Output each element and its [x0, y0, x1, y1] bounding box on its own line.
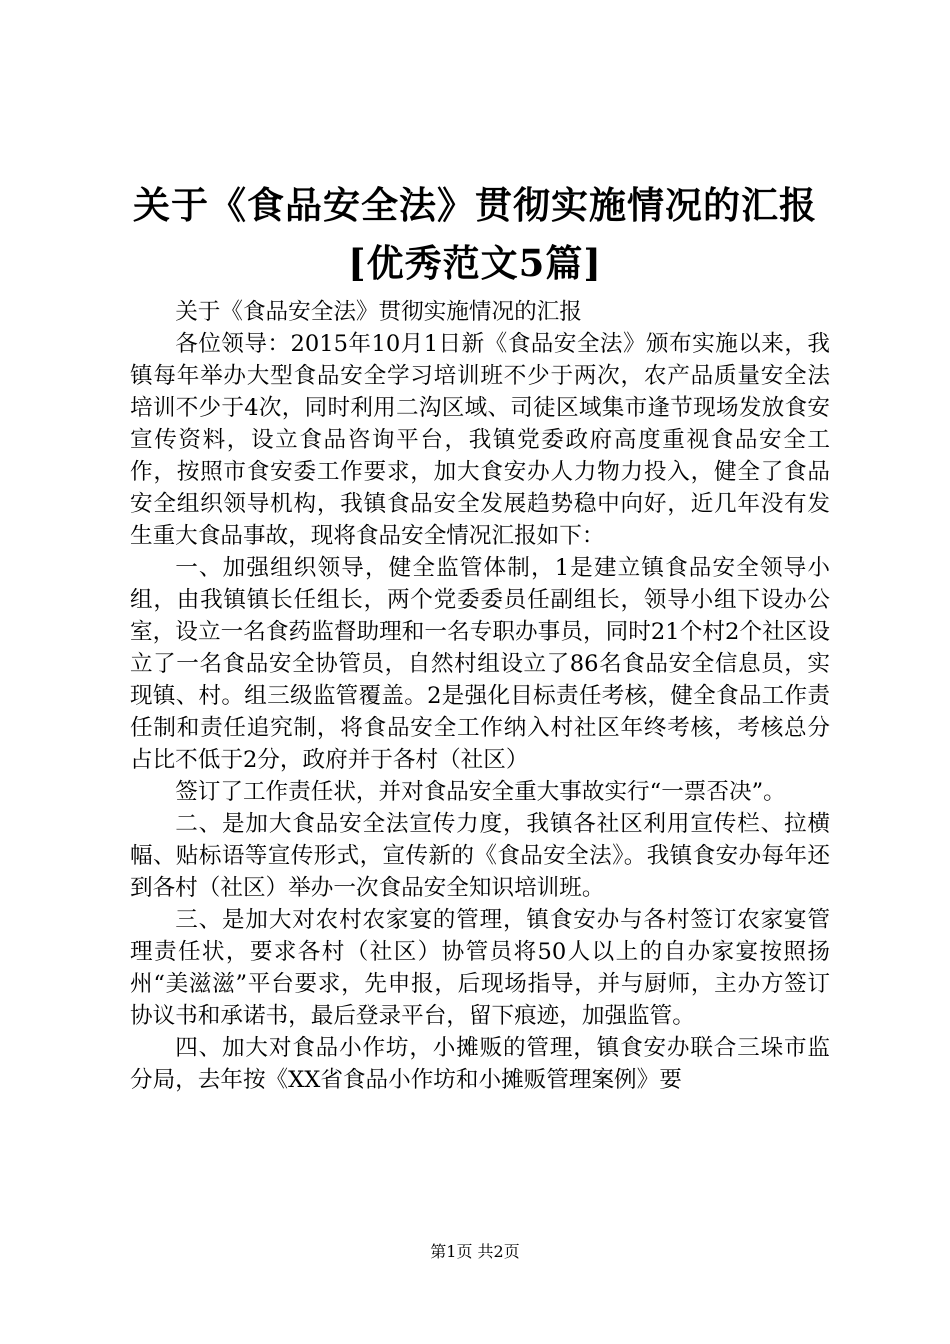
document-title: 关于《食品安全法》贯彻实施情况的汇报[优秀范文5篇]	[133, 183, 817, 285]
paragraph: 关于《食品安全法》贯彻实施情况的汇报	[175, 299, 582, 325]
paragraph: 四、加大对食品小作坊，小摊贩的管理，镇食安办联合三垛市监分局，去年按《XX省食品小作坊和小摊贩管理案例》要	[130, 1035, 830, 1093]
paragraph: 一、加强组织领导，健全监管体制，1是建立镇食品安全领导小组，由我镇镇长任组长，两个党委委员任副组长，领导小组下设办公室，设立一名食药监督助理和一名专职办事员，同时21个村2个社区设立了一名食品安全协管员，自然村组设立了86名食品安全信息员，实现镇、村。组三级监管覆盖。2是强化目标责任考核，健全食品工作责任制和责任追究制，将食品安全工作纳入村社区年终考核，考核总分占比不低于2分，政府并于各村（社区）	[130, 555, 830, 773]
page-footer: 第1页 共2页	[430, 1242, 520, 1261]
document-body	[130, 296, 830, 1096]
paragraph: 二、是加大食品安全法宣传力度，我镇各社区利用宣传栏、拉横幅、贴标语等宣传形式，宣传新的《食品安全法》。我镇食安办每年还到各村（社区）举办一次食品安全知识培训班。	[130, 811, 830, 901]
paragraph: 签订了工作责任状，并对食品安全重大事故实行“一票否决”。	[175, 779, 786, 805]
paragraph: 各位领导：2015年10月1日新《食品安全法》颁布实施以来，我镇每年举办大型食品安全学习培训班不少于两次，农产品质量安全法培训不少于4次，同时利用二沟区域、司徒区域集市逢节现场发放食安宣传资料，设立食品咨询平台，我镇党委政府高度重视食品安全工作，按照市食安委工作要求，加大食安办人力物力投入，健全了食品安全组织领导机构，我镇食品安全发展趋势稳中向好，近几年没有发生重大食品事故，现将食品安全情况汇报如下：	[130, 331, 830, 549]
paragraph: 三、是加大对农村农家宴的管理，镇食安办与各村签订农家宴管理责任状，要求各村（社区）协管员将50人以上的自办家宴按照扬州“美滋滋”平台要求，先申报，后现场指导，并与厨师，主办方签订协议书和承诺书，最后登录平台，留下痕迹，加强监管。	[130, 907, 830, 1029]
